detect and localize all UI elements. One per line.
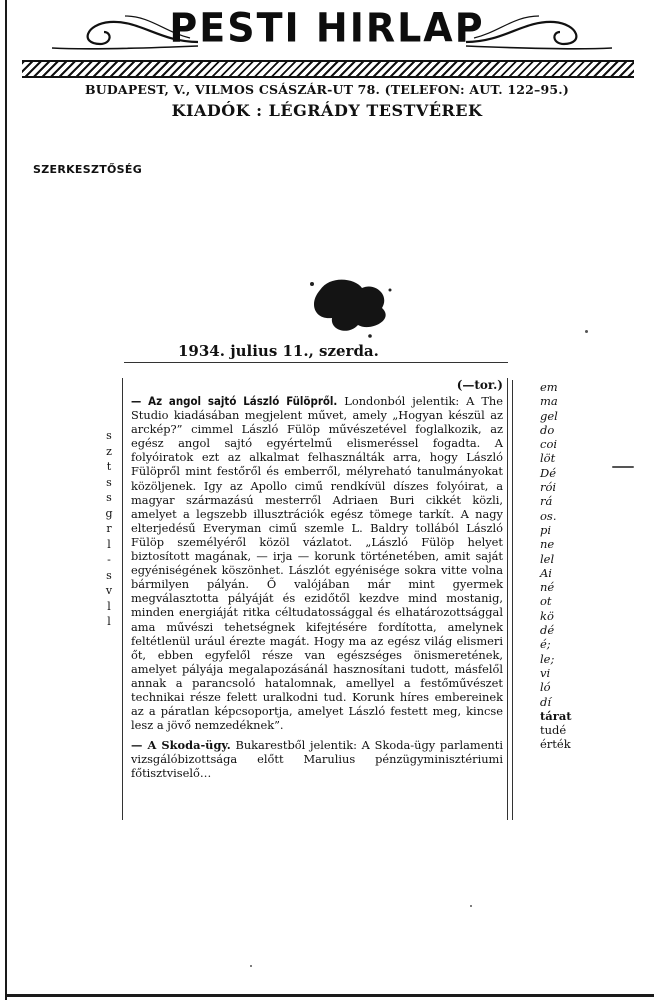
left-column-fragment: l xyxy=(107,615,111,628)
left-column-fragment: s xyxy=(106,429,112,442)
right-column-fragment: le; xyxy=(540,651,555,666)
right-column-fragment: rá xyxy=(540,494,553,509)
left-cut-column xyxy=(100,428,118,630)
date-rule xyxy=(124,362,508,363)
left-column-fragment: v xyxy=(105,584,113,597)
ink-blot xyxy=(300,270,400,340)
section-label: SZERKESZTŐSÉG xyxy=(33,163,143,176)
clipping-byline: (—tor.) xyxy=(456,378,503,392)
scan-speck xyxy=(250,965,252,967)
right-column-fragment: dé xyxy=(540,623,555,638)
right-column-fragment: é; xyxy=(540,637,551,652)
right-column-fragment: tárat xyxy=(540,708,572,723)
right-column-fragment: ne xyxy=(540,537,555,552)
right-column-fragment: ma xyxy=(540,394,558,409)
article-body: Bukarestből jelentik: A Skoda-ügy parlamenti vizsgálóbizottsága előtt Marulius pénzügyminisztériumi főtisztviselő… xyxy=(131,738,503,781)
right-column-fragment: Ai xyxy=(540,565,552,580)
article-body: Londonból jelentik: A The Studio kiadásában megjelent művet, amely „Hogyan készül az arckép?” cimmel László Fülöp művészetével foglalkozik, az egész angol sajtó egyértelmű elismeréssel fogadta. A folyóiratok ezt az alkalmat felhasználták arra, hogy László Fülöpről mint festőről és emberről, mélyreható tanulmányokat közöljenek. Igy az Apollo cimű rendkívül díszes folyóirat, a magyar származású mesterről Adriaen Buri cikkét közli, amelyet a legszebb illusztrációk egész tömege tarkít. A nagy elterjedésű Everyman cimű szemle L. Baldry tollából László Fülöp személyéről közöl vázlatot. „László Fülöp helyet biztosított magának, — irja — korunk történetében, amit saját egyéniségének köszönhet. Lászlót egyénisége sokra vitte volna bármilyen pályán. Ő valójában már mint gyermek megválasztotta pályáját és ezidőtől kezdve mind mostanig, minden energiáját ritka céltudatossággal és elhatározottsággal ama művészi tehetségnek kifejtésére fordította, amelynek feltétlenül urául érezte magát. Hogy ma az egész világ elismeri őt, ebben egyfelől része van egészséges önismeretének, amelyet pályája megalapozásánál hasznosítani tudott, másfelől annak a parancsoló hatalomnak, amellyel a festőművészet technikai része felett uralkodni tud. Korunk híres embereinek az a páratlan képcsoportja, amelyet László festett meg, kincse lesz a jövő nemzedéknek”. xyxy=(131,394,503,733)
article-title: — Az angol sajtó László Fülöpről. xyxy=(131,394,338,408)
right-column-fragment: coi xyxy=(540,437,558,452)
left-column-fragment: g xyxy=(105,506,113,520)
page-left-border xyxy=(5,0,7,1000)
masthead xyxy=(20,6,634,54)
scan-speck xyxy=(612,466,634,468)
right-column-fragment: os. xyxy=(540,508,557,523)
right-cut-column xyxy=(540,380,580,752)
left-column-fragment: s xyxy=(106,568,112,582)
article-title: — A Skoda-ügy. xyxy=(131,738,231,753)
left-column-fragment: z xyxy=(106,444,112,458)
right-column-fragment: pi xyxy=(540,522,552,537)
left-column-fragment: t xyxy=(106,460,112,473)
flourish-ornament-right xyxy=(464,12,614,52)
left-column-fragment: r xyxy=(106,522,112,535)
left-column-fragment: l xyxy=(107,599,111,613)
right-column-fragment: kö xyxy=(540,608,554,623)
article-laszlo-fulop xyxy=(131,394,503,732)
right-column-fragment: em xyxy=(540,380,558,394)
right-column-fragment: ló xyxy=(540,680,551,695)
newspaper-clipping xyxy=(122,378,508,820)
right-column-fragment: gel xyxy=(540,408,558,423)
right-column-fragment: rói xyxy=(540,480,557,495)
right-column-fragment: dí xyxy=(540,694,552,709)
left-column-fragment: s xyxy=(106,475,112,489)
page-bottom-border xyxy=(5,994,654,997)
publisher-line: KIADÓK : LÉGRÁDY TESTVÉREK xyxy=(171,101,483,120)
right-column-fragment: lel xyxy=(540,551,555,566)
right-column-fragment: do xyxy=(540,422,555,437)
right-column-fragment: érték xyxy=(540,737,571,752)
right-column-rule xyxy=(512,380,513,820)
left-column-fragment: l xyxy=(107,537,111,551)
article-skoda-ugy xyxy=(131,738,503,780)
left-column-fragment: s xyxy=(106,491,112,504)
right-column-fragment: ot xyxy=(540,594,552,609)
left-column-fragment: - xyxy=(107,553,111,566)
right-column-fragment: tudé xyxy=(540,723,567,738)
scan-speck xyxy=(470,905,472,907)
right-column-fragment: Dé xyxy=(540,465,557,480)
address-line: BUDAPEST, V., VILMOS CSÁSZÁR-UT 78. (TELEFON: AUT. 122–95.) xyxy=(85,82,569,97)
right-column-fragment: né xyxy=(540,580,555,595)
right-column-fragment: löt xyxy=(540,451,556,466)
right-column-fragment: vi xyxy=(540,665,551,680)
scan-speck xyxy=(585,330,588,333)
decorative-rule-band xyxy=(22,60,634,78)
clipping-date: 1934. julius 11., szerda. xyxy=(178,342,379,360)
newspaper-title: PESTI HIRLAP xyxy=(169,4,485,52)
